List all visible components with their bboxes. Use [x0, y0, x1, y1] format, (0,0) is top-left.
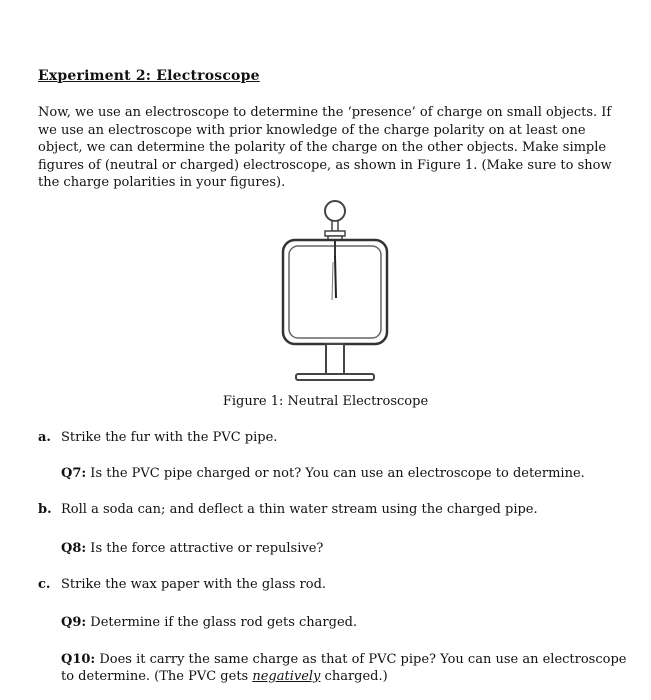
- question-label: Q9:: [61, 615, 87, 630]
- electroscope-figure: [275, 198, 395, 388]
- section-heading: Experiment 2: Electroscope: [38, 68, 260, 84]
- step-letter: a.: [38, 430, 51, 445]
- electroscope-knob: [325, 201, 345, 221]
- intro-paragraph: Now, we use an electroscope to determine the ‘presence’ of charge on small objects. If we use an electroscope with prior knowledge of the charge polarity on at least one object, we can determine the polarity of the charge on the other objects. Make simple figures of (neutral or charged) electroscope, as shown in Figure 1. (Make sure to show the charge polarities in your figures).: [38, 105, 612, 190]
- question-text: Is the force attractive or repulsive?: [86, 541, 324, 556]
- question-text: Is the PVC pipe charged or not? You can use an electroscope to determine.: [86, 466, 585, 481]
- electroscope-neck: [332, 221, 338, 231]
- step-b: [38, 502, 538, 517]
- question-q9: [61, 614, 636, 631]
- question-q10: [61, 651, 636, 685]
- emphasized-word: negatively: [252, 669, 321, 684]
- step-text: Roll a soda can; and deflect a thin water stream using the charged pipe.: [61, 502, 538, 517]
- step-letter: c.: [38, 577, 51, 592]
- question-q7: [61, 465, 636, 482]
- step-text: Strike the fur with the PVC pipe.: [61, 430, 278, 445]
- question-label: Q7:: [61, 466, 87, 481]
- question-q8: [61, 540, 636, 557]
- step-letter: b.: [38, 502, 52, 517]
- step-c: [38, 577, 326, 592]
- question-text-end: charged.): [320, 669, 388, 684]
- electroscope-base: [296, 374, 374, 380]
- question-label: Q10:: [61, 652, 96, 667]
- step-text: Strike the wax paper with the glass rod.: [61, 577, 327, 592]
- step-a: [38, 430, 277, 445]
- figure-caption: Figure 1: Neutral Electroscope: [222, 394, 429, 409]
- question-text: Determine if the glass rod gets charged.: [86, 615, 358, 630]
- electroscope-post: [326, 344, 344, 374]
- electroscope-leaf: [335, 256, 336, 298]
- question-label: Q8:: [61, 541, 87, 556]
- question-text: Does it carry the same charge as that of PVC pipe? You can use an electroscope to determine. (The PVC gets: [61, 652, 627, 684]
